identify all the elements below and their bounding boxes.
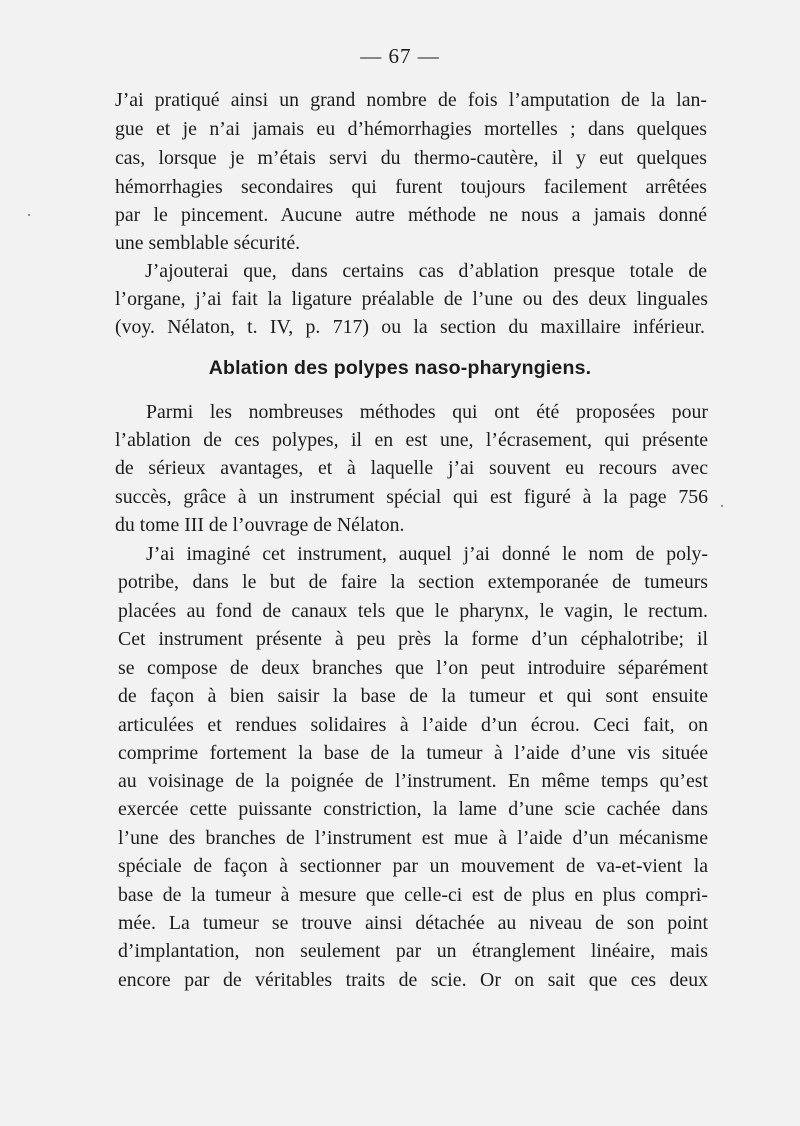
text-line: au voisinage de la poignée de l’instrument. En même temps qu’est xyxy=(118,770,708,792)
scan-speck xyxy=(721,505,723,507)
text-line: comprime fortement la base de la tumeur à l’aide d’une vis située xyxy=(118,742,708,764)
text-line: gue et je n’ai jamais eu d’hémorrhagies mortelles ; dans quelques xyxy=(115,118,707,140)
text-line: J’ajouterai que, dans certains cas d’ablation presque totale de xyxy=(145,260,707,282)
text-line: mée. La tumeur se trouve ainsi détachée au niveau de son point xyxy=(118,912,708,934)
text-line: hémorrhagies secondaires qui furent toujours facilement arrêtées xyxy=(115,176,707,198)
text-line: placées au fond de canaux tels que le pharynx, le vagin, le rectum. xyxy=(118,600,708,622)
text-line: l’une des branches de l’instrument est mue à l’aide d’un mécanisme xyxy=(118,827,708,849)
text-line: une semblable sécurité. xyxy=(115,232,301,254)
scan-speck xyxy=(28,214,30,216)
text-line: l’ablation de ces polypes, il en est une, l’écrasement, qui présente xyxy=(115,429,708,451)
text-line: d’implantation, non seulement par un étranglement linéaire, mais xyxy=(118,940,708,962)
text-line: exercée cette puissante constriction, la lame d’une scie cachée dans xyxy=(118,798,708,820)
text-line: par le pincement. Aucune autre méthode ne nous a jamais donné xyxy=(115,204,707,226)
text-line: encore par de véritables traits de scie. Or on sait que ces deux xyxy=(118,969,708,991)
text-line: (voy. Nélaton, t. IV, p. 717) ou la section du maxillaire inférieur. xyxy=(115,316,705,338)
text-line: de sérieux avantages, et à laquelle j’ai souvent eu recours avec xyxy=(115,457,708,479)
text-line: cas, lorsque je m’étais servi du thermo-cautère, il y eut quelques xyxy=(115,147,707,169)
page-number: — 67 — xyxy=(360,44,440,68)
text-line: Cet instrument présente à peu près la forme d’un céphalotribe; il xyxy=(118,628,708,650)
text-line: succès, grâce à un instrument spécial qui est figuré à la page 756 xyxy=(115,486,708,508)
text-line: articulées et rendues solidaires à l’aide d’un écrou. Ceci fait, on xyxy=(118,714,708,736)
text-line: spéciale de façon à sectionner par un mouvement de va-et-vient la xyxy=(118,855,708,877)
text-line: base de la tumeur à mesure que celle-ci est de plus en plus compri- xyxy=(118,884,708,906)
text-line: de façon à bien saisir la base de la tumeur et qui sont ensuite xyxy=(118,685,708,707)
text-line: potribe, dans le but de faire la section extemporanée de tumeurs xyxy=(118,571,708,593)
text-line: l’organe, j’ai fait la ligature préalable de l’une ou des deux linguales xyxy=(115,288,708,310)
text-line: J’ai imaginé cet instrument, auquel j’ai donné le nom de poly- xyxy=(146,543,708,565)
text-line: Parmi les nombreuses méthodes qui ont été proposées pour xyxy=(146,401,708,423)
section-heading: Ablation des polypes naso-pharyngiens. xyxy=(208,357,592,379)
text-line: se compose de deux branches que l’on peut introduire séparément xyxy=(118,657,708,679)
text-line: J’ai pratiqué ainsi un grand nombre de fois l’amputation de la lan- xyxy=(115,89,707,111)
text-line: du tome III de l’ouvrage de Nélaton. xyxy=(115,514,405,536)
